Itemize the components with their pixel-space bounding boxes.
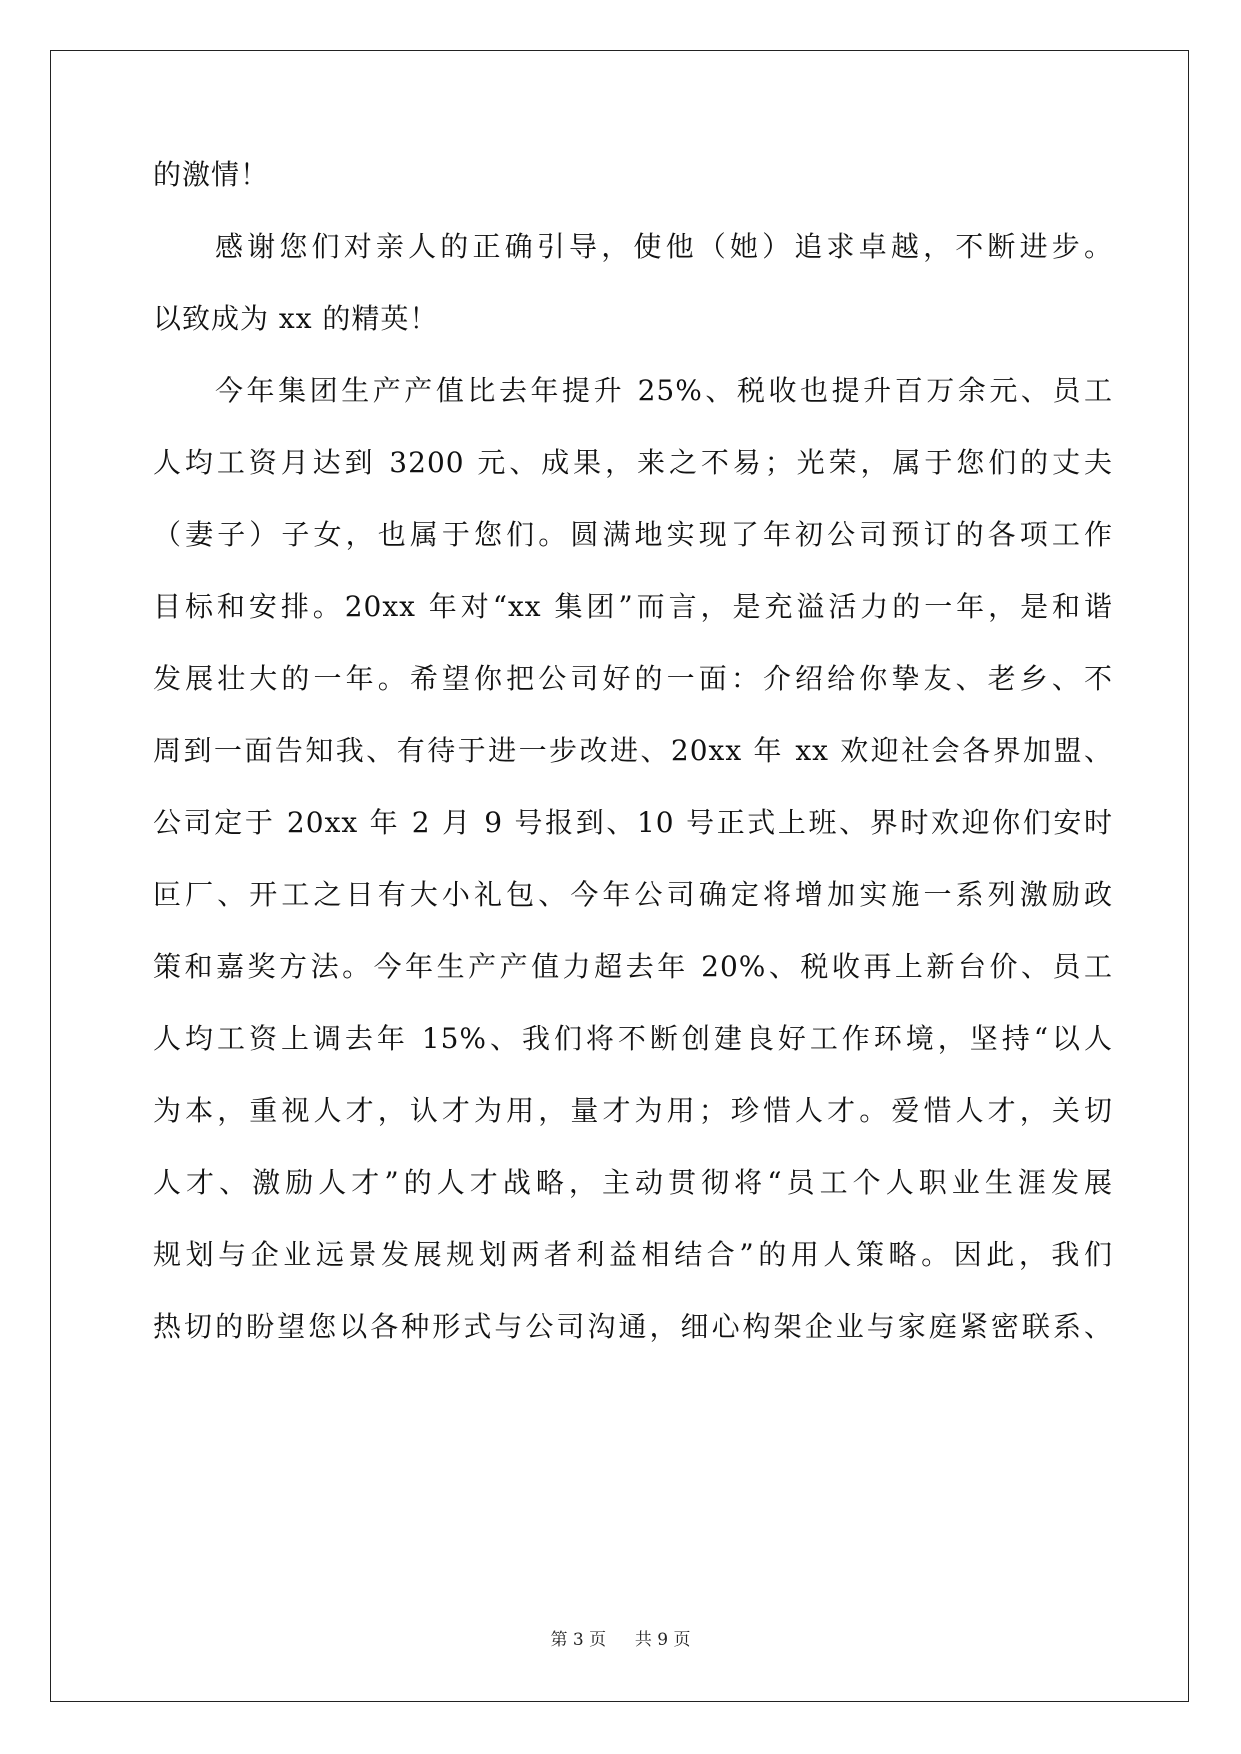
page-footer: [0, 1628, 1241, 1652]
body-line-4: 今年集团生产产值比去年提升 25%、税收也提升百万余元、员工: [215, 374, 1113, 407]
body-line-8: 发展壮大的一年。希望你把公司好的一面：介绍给你挚友、老乡、不: [153, 662, 1113, 695]
body-line-3: 以致成为 xx 的精英！: [153, 302, 439, 335]
current-page-label: 第 3 页: [550, 1630, 607, 1650]
body-line-6: （妻子）子女，也属于您们。圆满地实现了年初公司预订的各项工作: [153, 518, 1113, 551]
body-line-5: 人均工资月达到 3200 元、成果，来之不易；光荣，属于您们的丈夫: [153, 446, 1113, 479]
body-line-13: 人均工资上调去年 15%、我们将不断创建良好工作环境，坚持“以人: [153, 1022, 1113, 1055]
total-pages-label: 共 9 页: [634, 1630, 691, 1650]
body-line-10: 公司定于 20xx 年 2 月 9 号报到、10 号正式上班、界时欢迎你们安时: [153, 806, 1113, 839]
body-line-7: 目标和安排。20xx 年对“xx 集团”而言，是充溢活力的一年，是和谐: [153, 590, 1113, 623]
body-line-16: 规划与企业远景发展规划两者利益相结合”的用人策略。因此，我们: [153, 1238, 1113, 1271]
body-line-9: 周到一面告知我、有待于进一步改进、20xx 年 xx 欢迎社会各界加盟、: [153, 734, 1113, 767]
body-line-11: 叵厂、开工之日有大小礼包、今年公司确定将增加实施一系列激励政: [153, 878, 1113, 911]
body-line-12: 策和嘉奖方法。今年生产产值力超去年 20%、税收再上新台价、员工: [153, 950, 1113, 983]
body-line-14: 为本，重视人才，认才为用，量才为用；珍惜人才。爱惜人才，关切: [153, 1094, 1113, 1127]
body-line-1: 的激情！: [153, 158, 270, 191]
body-line-17: 热切的盼望您以各种形式与公司沟通，细心构架企业与家庭紧密联系、: [153, 1310, 1113, 1343]
body-line-15: 人才、激励人才”的人才战略，主动贯彻将“员工个人职业生涯发展: [153, 1166, 1113, 1199]
body-line-2: 感谢您们对亲人的正确引导，使他（她）追求卓越，不断进步。: [215, 230, 1113, 263]
